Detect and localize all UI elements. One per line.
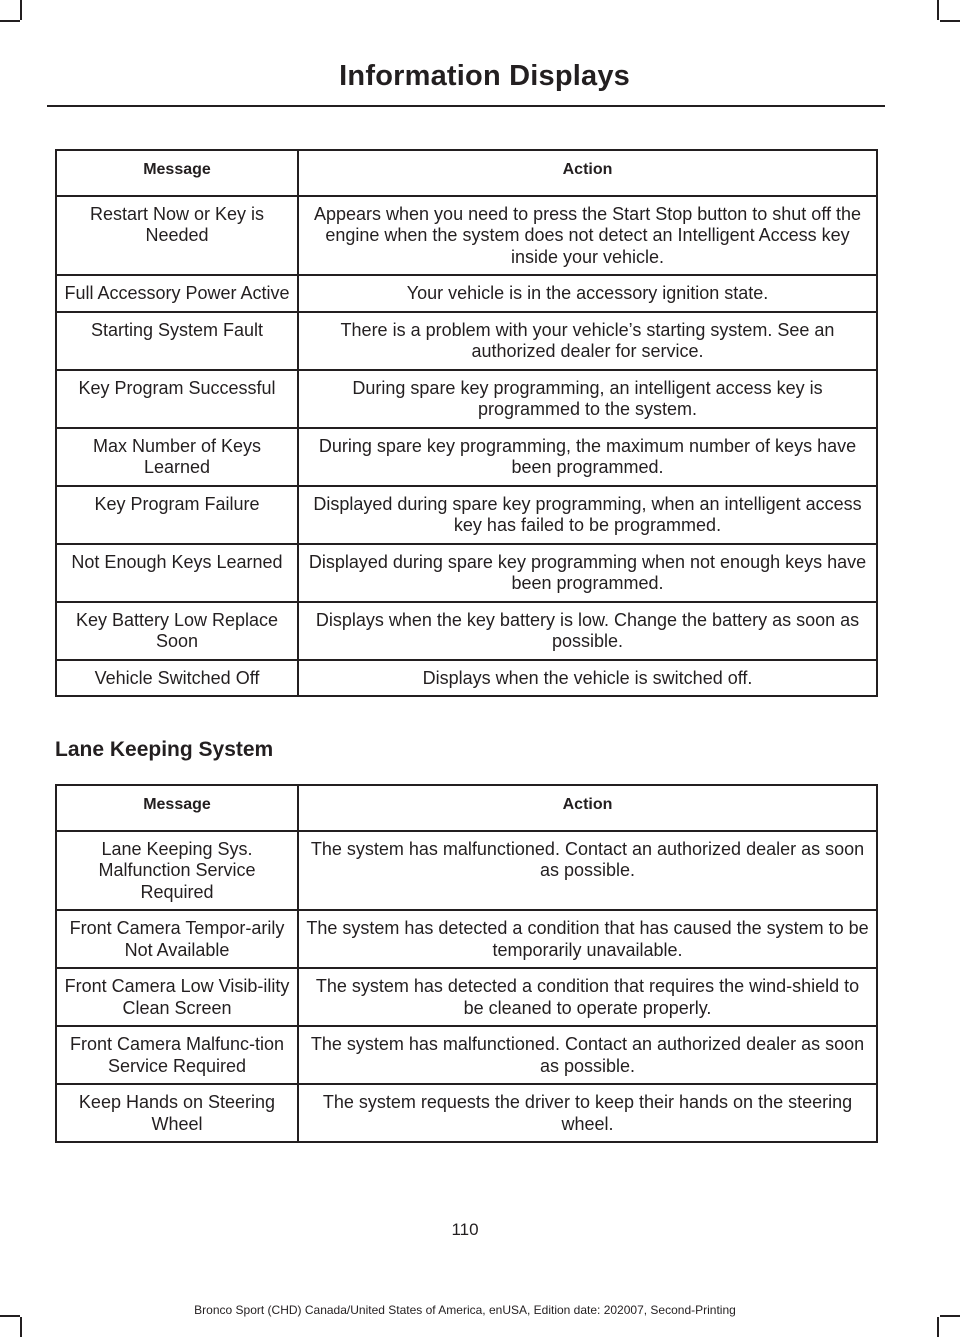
crop-mark bbox=[20, 0, 22, 20]
message-cell: Front Camera Low Visib-ility Clean Screen bbox=[56, 968, 298, 1026]
message-cell: Starting System Fault bbox=[56, 312, 298, 370]
action-cell: Displays when the key battery is low. Change the battery as soon as possible. bbox=[298, 602, 877, 660]
action-cell: The system requests the driver to keep their hands on the steering wheel. bbox=[298, 1084, 877, 1142]
crop-mark bbox=[940, 20, 960, 22]
message-table-lane-keeping bbox=[55, 784, 878, 1143]
message-cell: Restart Now or Key is Needed bbox=[56, 196, 298, 276]
message-cell: Full Accessory Power Active bbox=[56, 275, 298, 312]
action-cell: The system has malfunctioned. Contact an authorized dealer as soon as possible. bbox=[298, 831, 877, 911]
crop-mark bbox=[940, 1315, 960, 1317]
table-header-row bbox=[56, 785, 877, 831]
message-cell: Key Program Failure bbox=[56, 486, 298, 544]
table-row bbox=[56, 1084, 877, 1142]
column-header-message: Message bbox=[56, 785, 298, 831]
column-header-action: Action bbox=[298, 785, 877, 831]
column-header-message: Message bbox=[56, 150, 298, 196]
action-cell: The system has detected a condition that has caused the system to be temporarily unavailable. bbox=[298, 910, 877, 968]
message-cell: Key Battery Low Replace Soon bbox=[56, 602, 298, 660]
message-cell: Vehicle Switched Off bbox=[56, 660, 298, 697]
table-header-row bbox=[56, 150, 877, 196]
message-table-intelligent-access bbox=[55, 149, 878, 697]
action-cell: During spare key programming, an intelligent access key is programmed to the system. bbox=[298, 370, 877, 428]
action-cell: There is a problem with your vehicle’s starting system. See an authorized dealer for service. bbox=[298, 312, 877, 370]
column-header-action: Action bbox=[298, 150, 877, 196]
action-cell: Your vehicle is in the accessory ignition state. bbox=[298, 275, 877, 312]
message-cell: Front Camera Tempor-arily Not Available bbox=[56, 910, 298, 968]
table-row bbox=[56, 370, 877, 428]
action-cell: During spare key programming, the maximum number of keys have been programmed. bbox=[298, 428, 877, 486]
page-number: 110 bbox=[451, 1220, 479, 1239]
table-row bbox=[56, 968, 877, 1026]
message-cell: Key Program Successful bbox=[56, 370, 298, 428]
table-row bbox=[56, 544, 877, 602]
crop-mark bbox=[937, 0, 939, 20]
message-cell: Front Camera Malfunc-tion Service Required bbox=[56, 1026, 298, 1084]
table-row bbox=[56, 486, 877, 544]
action-cell: The system has detected a condition that requires the wind-shield to be cleaned to operate properly. bbox=[298, 968, 877, 1026]
action-cell: Displayed during spare key programming, when an intelligent access key has failed to be programmed. bbox=[298, 486, 877, 544]
crop-mark bbox=[937, 1317, 939, 1337]
action-cell: Displayed during spare key programming when not enough keys have been programmed. bbox=[298, 544, 877, 602]
table-row bbox=[56, 910, 877, 968]
header-rule bbox=[47, 105, 885, 107]
message-cell: Keep Hands on Steering Wheel bbox=[56, 1084, 298, 1142]
footer-text: Bronco Sport (CHD) Canada/United States of America, enUSA, Edition date: 202007, Second-Printing bbox=[194, 1303, 736, 1317]
message-cell: Not Enough Keys Learned bbox=[56, 544, 298, 602]
page-title: Information Displays bbox=[339, 60, 630, 92]
crop-mark bbox=[20, 1317, 22, 1337]
table-row bbox=[56, 602, 877, 660]
message-cell: Max Number of Keys Learned bbox=[56, 428, 298, 486]
action-cell: Appears when you need to press the Start Stop button to shut off the engine when the system does not detect an Intelligent Access key inside your vehicle. bbox=[298, 196, 877, 276]
table-row bbox=[56, 660, 877, 697]
table-row bbox=[56, 312, 877, 370]
table-row bbox=[56, 1026, 877, 1084]
table-row bbox=[56, 831, 877, 911]
section-heading: Lane Keeping System bbox=[55, 738, 274, 761]
crop-mark bbox=[0, 20, 20, 22]
table-row bbox=[56, 196, 877, 276]
action-cell: Displays when the vehicle is switched off. bbox=[298, 660, 877, 697]
action-cell: The system has malfunctioned. Contact an authorized dealer as soon as possible. bbox=[298, 1026, 877, 1084]
table-row bbox=[56, 275, 877, 312]
table-row bbox=[56, 428, 877, 486]
message-cell: Lane Keeping Sys. Malfunction Service Required bbox=[56, 831, 298, 911]
